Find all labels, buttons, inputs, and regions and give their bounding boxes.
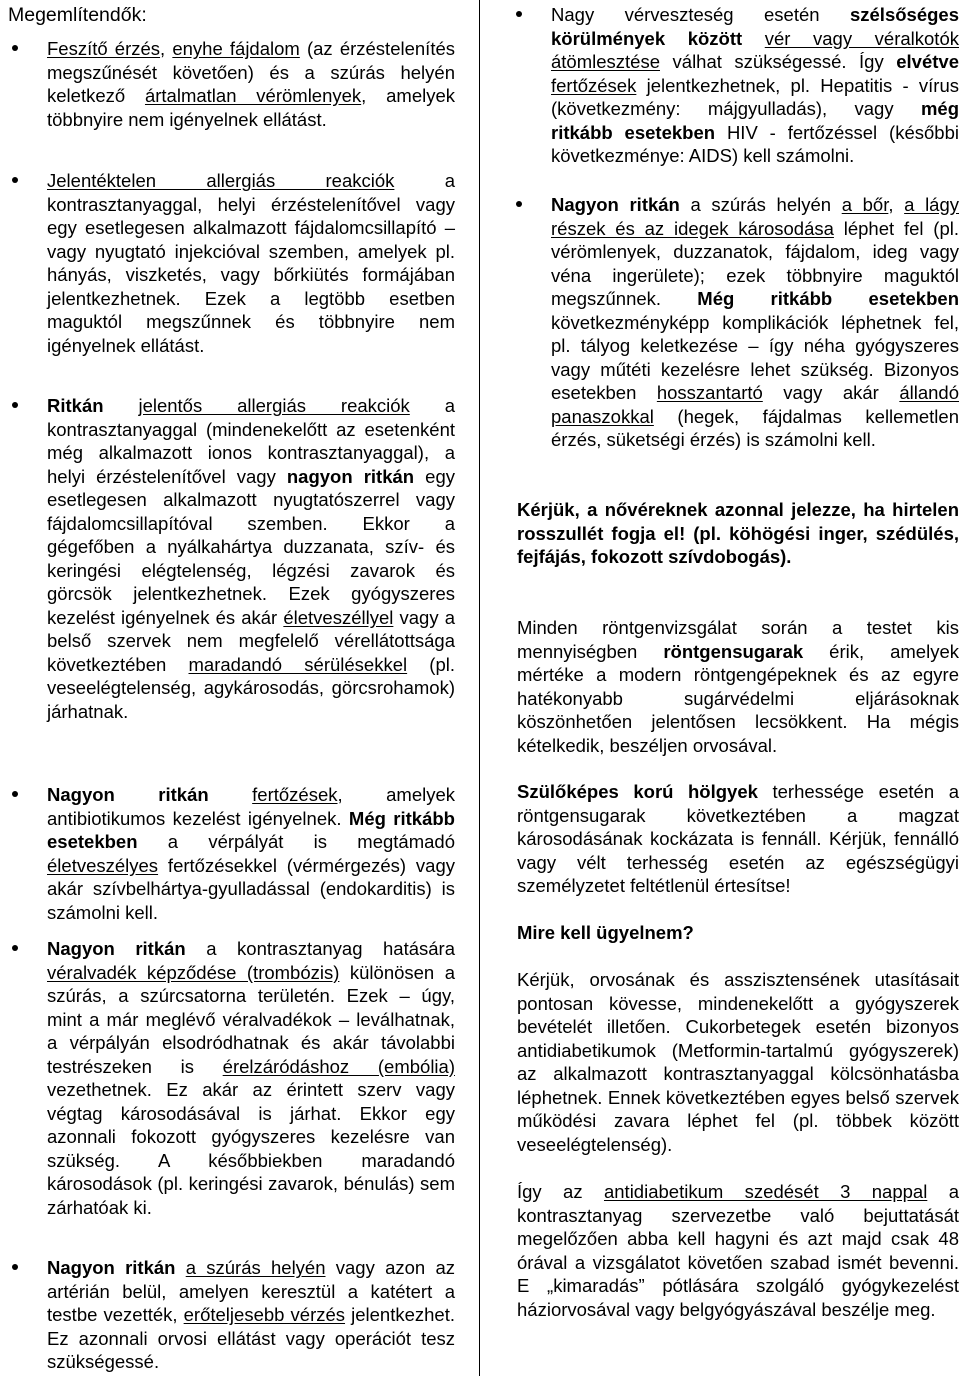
underlined-run: hosszantartó	[656, 382, 763, 403]
underlined-run: a lágy részek és az idegek károsodása	[551, 194, 960, 239]
warning-text: Kérjük, a nővéreknek azonnal jelezze, ha hirtelen rosszullét fogja el! (pl. köhögési inger, szédülés, fejfájás, fokozott szívdobogás).	[517, 499, 959, 567]
underlined-run: antidiabetikum szedését 3 nappal	[603, 1181, 928, 1202]
list-item	[551, 3, 959, 168]
text-run	[175, 1257, 185, 1278]
text-run: léphet fel (pl. vérömlenyek, duzzanatok, fájdalom, ideg vagy véna ingerülete); ezek többnyire maguktól megszűnnek.	[551, 217, 959, 309]
text-run: (pl. veseelégtelenség, agykárosodás, görcsrohamok) járhatnak.	[47, 653, 455, 722]
text-run: , amelyek antibiotikumos kezelést igényelnek.	[47, 784, 456, 829]
underlined-run: Feszítő érzés	[47, 38, 161, 59]
text-run: egy esetlegesen alkalmazott nyugtatószerrel vagy fájdalomcsillapítóval szemben. Ekkor a gégefőben a nyálkahártya duzzanata, szív- és keringési elégtelenség, légzési zavarok és görcsök jelentkezhetnek. Ezek gyógyszeres kezelést igényelnek és akár	[47, 465, 455, 628]
text-run: vagy a belső szervek nem megfelelő vérellátottsága következtében	[47, 606, 455, 675]
text-run: a kontrasztanyaggal (mindenekelőtt az esetenként még alkalmazott ionos kontrasztanyaggal), a helyi érzéstelenítővel vagy	[47, 395, 455, 487]
underlined-run: fertőzések	[252, 784, 338, 805]
bold-run: Szülőképes korú hölgyek	[517, 781, 758, 802]
underlined-run: enyhe fájdalom	[172, 38, 300, 59]
text-run: vagy akár	[762, 382, 900, 403]
underlined-run: a bőr	[841, 194, 889, 215]
bold-run: nagyon ritkán	[286, 465, 415, 487]
underlined-run: életveszélyes	[47, 854, 159, 876]
underlined-run: vér vagy véralkotók átömlesztése	[551, 27, 959, 72]
underlined-run: életveszéllyel	[283, 606, 394, 628]
list-item	[47, 37, 455, 131]
underlined-run: a szúrás helyén	[185, 1257, 326, 1278]
underlined-run: állandó panaszokkal	[551, 382, 959, 427]
list-item	[47, 783, 455, 924]
text-run: ,	[888, 194, 905, 215]
pregnancy-paragraph	[517, 780, 959, 898]
underlined-run: maradandó sérülésekkel	[188, 653, 408, 675]
text-run: HIV - fertőzéssel (későbbi következménye: AIDS) kell számolni.	[551, 121, 959, 166]
bold-run: elvétve	[896, 51, 959, 72]
list-item	[47, 1256, 455, 1374]
instructions-paragraph: Kérjük, orvosának és asszisztensének utasításait pontosan kövesse, mindenekelőtt a gyógyszerek bevételét illetően. Cukorbetegek esetén bizonyos antidiabetikumok (Metformin-tartalmú gyógyszerek) az alkalmazott kontrasztanyaggal kölcsönhatásba léphetnek. Ennek következtében egyes belső szervek működési zavara léphet fel (pl. többek között veseelégtelenség).	[517, 969, 959, 1155]
text-run: vagy azon az artérián belül, amelyen keresztül a katétert a testbe vezették,	[47, 1257, 455, 1325]
underlined-run: erőteljesebb vérzés	[183, 1304, 346, 1325]
bold-run: Ritkán	[47, 395, 104, 416]
underlined-run: fertőzések	[551, 74, 637, 96]
list-item	[47, 169, 455, 357]
text-run	[104, 395, 139, 416]
text-run: , amelyek többnyire nem igényelnek ellátást.	[47, 85, 456, 130]
text-run: a szúrás helyén	[679, 194, 842, 215]
text-run: Így az	[517, 1181, 604, 1202]
text-run: fertőzésekkel (vérmérgezés) vagy akár szívbelhártya-gyulladással (endokarditis) is számolni kell.	[47, 854, 455, 923]
underlined-run: Jelentéktelen allergiás reakciók	[47, 170, 395, 191]
text-run: ,	[160, 38, 173, 59]
bold-run: Még ritkább esetekben	[47, 807, 455, 852]
text-run: Minden röntgenvizsgálat során a testet kis mennyiségben	[517, 617, 959, 662]
text-run: a vérpályát is megtámadó	[137, 831, 455, 852]
bold-run: szélsőséges körülmények között	[551, 4, 959, 49]
underlined-run: érelzáródáshoz (embólia)	[222, 1055, 455, 1077]
text-run: terhessége esetén a röntgensugarak következtében a magzat károsodásának kockázata is fennáll. Kérjük, fennálló vagy vélt terhesség esetén az egészségügyi személyzetet feltétlenül értesítse!	[517, 781, 959, 896]
bold-run: Még ritkább esetekben	[697, 288, 959, 309]
underlined-run: ártalmatlan vérömlenyek	[144, 85, 362, 106]
text-run: a kontrasztanyag hatására	[185, 938, 456, 959]
list-item	[47, 394, 455, 723]
text-run: válhat szükségessé. Így	[660, 51, 897, 72]
text-run	[209, 784, 252, 805]
text-run: érik, amelyek mértéke a modern röntgengépeknek és az egyre hatékonyabb sugárvédelmi eljárásoknak köszönhetően jelentősen lecsökkent. Ha mégis kételkedik, beszéljen orvosával.	[517, 640, 959, 756]
underlined-run: véralvadék képződése (trombózis)	[47, 961, 340, 983]
radiation-paragraph	[517, 616, 959, 757]
text-run: különösen a szúrás, a szúrcsatorna területén. Ezek – úgy, mint a már meglévő véralvadékok – leválhatnak, a vérpályán elsodródhatnak és akár távolabbi testrészeken is	[47, 961, 455, 1077]
text-run: (az érzéstelenítés megszűnését követően) és a szúrás helyén keletkező	[47, 38, 455, 106]
subheading: Mire kell ügyelnem?	[517, 922, 694, 943]
list-item	[47, 937, 455, 1219]
bold-run: Nagyon ritkán	[47, 1257, 176, 1278]
section-heading: Megemlítendők:	[8, 4, 147, 26]
bold-run: Nagyon ritkán	[551, 194, 680, 215]
text-run: (hegek, fájdalmas kellemetlen érzés, süketségi érzés) is számolni kell.	[551, 405, 959, 450]
bold-run: Nagyon ritkán	[47, 784, 209, 805]
bold-run: Nagyon ritkán	[47, 938, 186, 959]
text-run: jelentkezhetnek, pl. Hepatitis - vírus (következmény: májgyulladás), vagy	[551, 74, 959, 119]
diabetes-paragraph	[517, 1180, 959, 1321]
text-run: a kontrasztanyag szervezetbe való bejuttatását megelőzően abba kell hagyni és azt majd csak 48 órával a vizsgálatot követően szabad ismét bevenni. E „kimaradás” pótlására szolgáló gyógykezelést háziorvosával vagy belgyógyászával beszélje meg.	[517, 1181, 959, 1320]
list-item	[551, 193, 959, 452]
text-run: a kontrasztanyaggal, helyi érzéstelenítővel vagy egy esetlegesen alkalmazott fájdalomcsillapító – vagy nyugtató injekcióval szemben, amelyek pl. hányás, viszketés, vagy bőrkiütés formájában jelentkezhetnek. Ezek a legtöbb esetben maguktól megszűnnek és többnyire nem igényelnek ellátást.	[47, 170, 455, 356]
text-run	[742, 28, 765, 49]
text-run: jelentkezhet. Ez azonnali orvosi ellátást vagy operációt tesz szükségessé.	[47, 1304, 456, 1372]
underlined-run: jelentős allergiás reakciók	[138, 395, 410, 416]
bold-run: még ritkább esetekben	[551, 98, 959, 143]
text-run: vezethetnek. Ez akár az érintett szerv vagy végtag károsodásával is járhat. Ekkor egy azonnali fokozott gyógyszeres kezelésre van szükség. A későbbiekben maradandó károsodások (pl. keringési zavarok, bénulás) sem zárhatóak ki.	[47, 1079, 455, 1218]
text-run: következményképp komplikációk léphetnek fel, pl. tályog keletkezése – így néha gyógyszeres vagy műtéti kezelésre lehet szükség. Bizonyos esetekben	[551, 311, 959, 403]
text-run: Nagy vérveszteség esetén	[551, 4, 850, 25]
bold-run: röntgensugarak	[663, 640, 804, 662]
